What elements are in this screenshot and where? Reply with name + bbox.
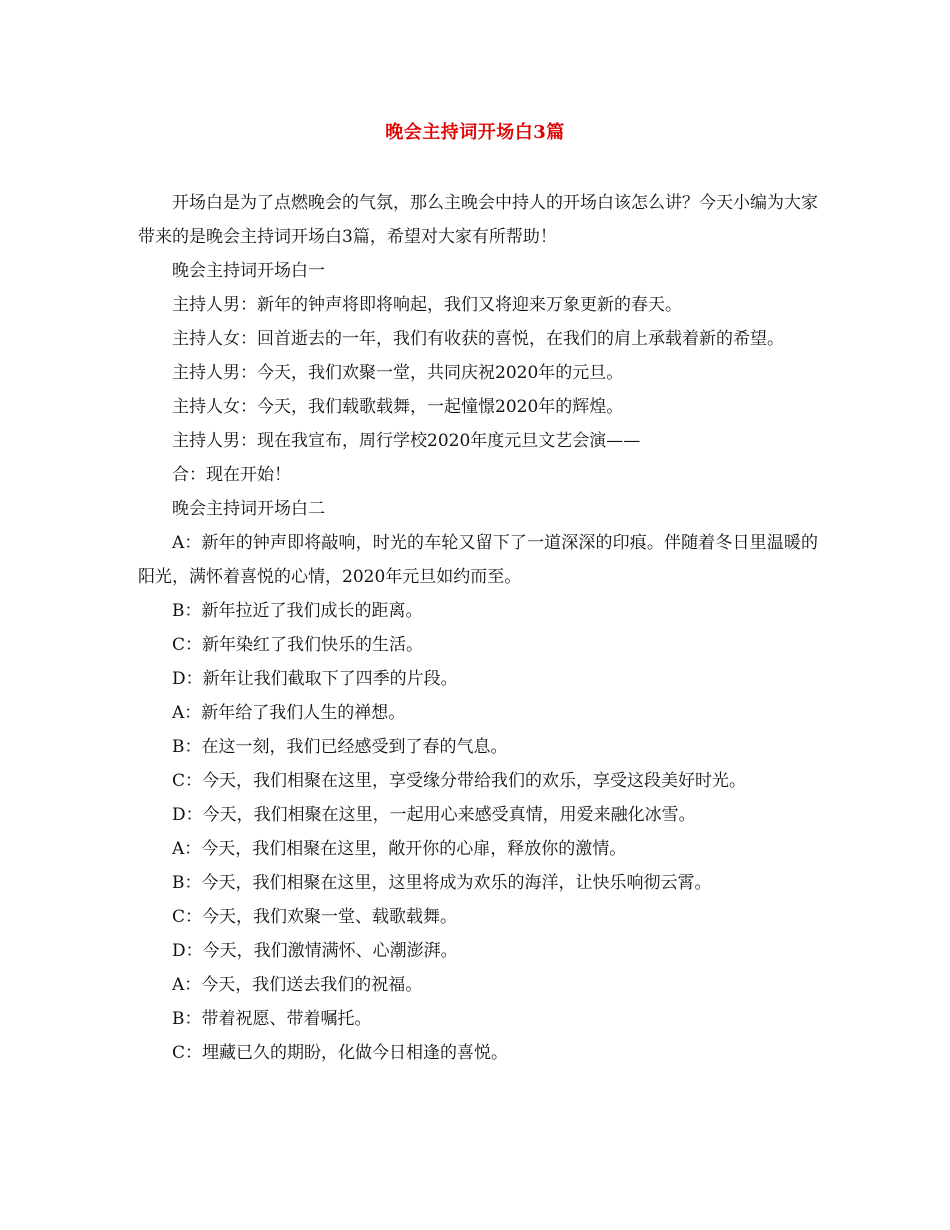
paragraph: A：今天，我们相聚在这里，敞开你的心扉，释放你的激情。 <box>172 839 627 859</box>
document-title: 晚会主持词开场白3篇 <box>385 122 565 143</box>
paragraph: B：在这一刻，我们已经感受到了春的气息。 <box>172 737 508 757</box>
section-heading: 晚会主持词开场白二 <box>172 499 325 519</box>
paragraph: D：今天，我们激情满怀、心潮澎湃。 <box>172 941 458 961</box>
paragraph: C：今天，我们相聚在这里，享受缘分带给我们的欢乐，享受这段美好时光。 <box>172 771 747 791</box>
paragraph: A：今天，我们送去我们的祝福。 <box>172 975 423 995</box>
document-body <box>138 186 818 1070</box>
paragraph: 主持人男：现在我宣布，周行学校2020年度元旦文艺会演—— <box>172 431 641 451</box>
paragraph: C：新年染红了我们快乐的生活。 <box>172 635 424 655</box>
paragraph: 主持人女：回首逝去的一年，我们有收获的喜悦，在我们的肩上承载着新的希望。 <box>172 329 784 349</box>
section-heading: 晚会主持词开场白一 <box>172 261 325 281</box>
paragraph: A：新年的钟声即将敲响，时光的车轮又留下了一道深深的印痕。伴随着冬日里温暖的阳光，满怀着喜悦的心情，2020年元旦如约而至。 <box>138 533 818 587</box>
paragraph: 主持人女：今天，我们载歌载舞，一起憧憬2020年的辉煌。 <box>172 397 624 417</box>
paragraph: 开场白是为了点燃晚会的气氛，那么主晚会中持人的开场白该怎么讲？今天小编为大家带来的是晚会主持词开场白3篇，希望对大家有所帮助！ <box>138 193 818 247</box>
paragraph: 主持人男：新年的钟声将即将响起，我们又将迎来万象更新的春天。 <box>172 295 682 315</box>
paragraph: B：新年拉近了我们成长的距离。 <box>172 601 423 621</box>
paragraph: B：今天，我们相聚在这里，这里将成为欢乐的海洋，让快乐响彻云霄。 <box>172 873 712 893</box>
paragraph: 主持人男：今天，我们欢聚一堂，共同庆祝2020年的元旦。 <box>172 363 624 383</box>
paragraph: C：今天，我们欢聚一堂、载歌载舞。 <box>172 907 458 927</box>
paragraph: A：新年给了我们人生的禅想。 <box>172 703 406 723</box>
paragraph: C：埋藏已久的期盼，化做今日相逢的喜悦。 <box>172 1043 509 1063</box>
paragraph: B：带着祝愿、带着嘱托。 <box>172 1009 372 1029</box>
paragraph: 合：现在开始！ <box>172 465 291 485</box>
paragraph: D：今天，我们相聚在这里，一起用心来感受真情，用爱来融化冰雪。 <box>172 805 696 825</box>
paragraph: D：新年让我们截取下了四季的片段。 <box>172 669 458 689</box>
